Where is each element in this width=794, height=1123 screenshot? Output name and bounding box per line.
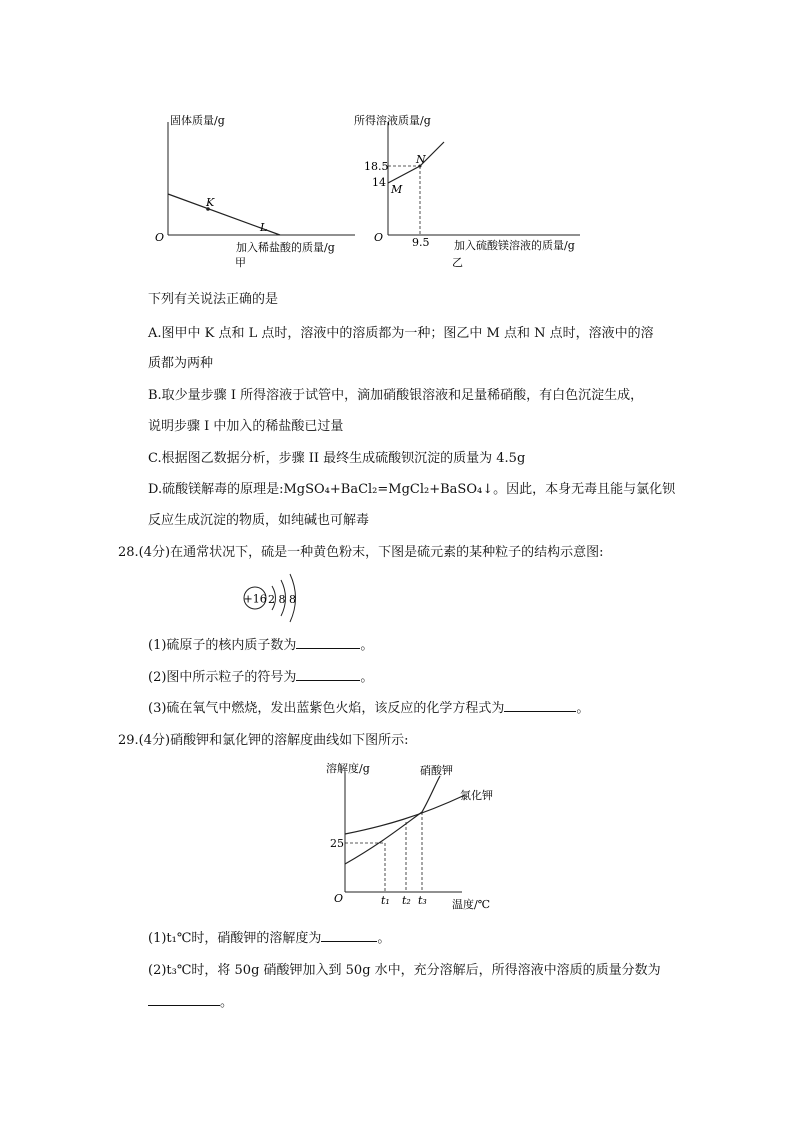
sol-t3: t₃ (418, 894, 427, 907)
q28-blank-3[interactable] (504, 699, 576, 712)
graph-jia-label-k: K (206, 196, 215, 209)
q29-sub2-answer (148, 991, 233, 1010)
graph-yi (350, 108, 595, 268)
graph-yi-xtick: 9.5 (412, 236, 430, 249)
graph-jia-origin: O (155, 231, 165, 244)
sol-curve-kno3 (345, 776, 440, 864)
sol-xlabel: 温度/℃ (452, 898, 491, 911)
q28-sub1-end: 。 (360, 638, 374, 653)
q28-sub2-end: 。 (360, 670, 374, 685)
graph-jia-caption: 甲 (235, 256, 246, 268)
graph-yi-label-n: N (416, 153, 426, 166)
q29-stem: 29.(4分)硝酸钾和氯化钾的溶解度曲线如下图所示: (118, 733, 409, 748)
graph-jia-xlabel: 加入稀盐酸的质量/g (236, 241, 335, 254)
graph-yi-caption: 乙 (452, 256, 463, 268)
q27-option-b-line2: 说明步骤 I 中加入的稀盐酸已过量 (148, 419, 344, 434)
sol-curve-kcl (345, 795, 465, 834)
sol-series-kcl: 氯化钾 (460, 789, 493, 802)
sulfur-ion-diagram (238, 570, 308, 624)
q28-sub3 (148, 697, 589, 716)
q29-sub2: (2)t₃℃时，将 50g 硝酸钾加入到 50g 水中，充分溶解后，所得溶液中溶质的质量分数为 (148, 963, 661, 978)
q28-sub3-end: 。 (576, 701, 590, 716)
q27-option-a-line2: 质都为两种 (148, 356, 214, 371)
sol-t1: t₁ (381, 894, 390, 907)
q29-sub1 (148, 927, 390, 946)
nucleus-charge: +16 (243, 592, 267, 606)
q27-option-b-line1: B.取少量步骤 I 所得溶液于试管中，滴加硝酸银溶液和足量稀硝酸，有白色沉淀生成， (148, 388, 644, 403)
electron-counts: 2 8 8 (268, 593, 296, 606)
sol-ytick: 25 (330, 837, 344, 850)
graph-jia-ylabel: 固体质量/g (170, 114, 225, 127)
q28-sub2 (148, 666, 373, 685)
q29-blank-1[interactable] (321, 929, 377, 942)
graph-jia (150, 108, 360, 268)
q27-option-d-line1: D.硫酸镁解毒的原理是:MgSO₄+BaCl₂=MgCl₂+BaSO₄↓。因此，本身无毒且能与氯化钡 (148, 482, 676, 497)
sol-ylabel: 溶解度/g (326, 762, 370, 775)
q28-sub1 (148, 634, 373, 653)
graph-yi-ytick-1: 18.5 (364, 160, 389, 173)
q29-sub1-end: 。 (377, 931, 391, 946)
q28-sub2-text: (2)图中所示粒子的符号为 (148, 670, 297, 685)
graph-yi-ytick-2: 14 (372, 176, 386, 189)
q28-sub3-text: (3)硫在氧气中燃烧，发出蓝紫色火焰，该反应的化学方程式为 (148, 701, 505, 716)
graph-yi-origin: O (374, 231, 384, 244)
q28-blank-2[interactable] (296, 668, 360, 681)
q27-option-c: C.根据图乙数据分析，步骤 II 最终生成硫酸钡沉淀的质量为 4.5g (148, 451, 526, 466)
sol-series-kno3: 硝酸钾 (420, 764, 453, 777)
q27-option-a-line1: A.图甲中 K 点和 L 点时，溶液中的溶质都为一种；图乙中 M 点和 N 点时，溶液中的溶 (148, 326, 654, 341)
q28-stem: 28.(4分)在通常状况下，硫是一种黄色粉末，下图是硫元素的某种粒子的结构示意图: (118, 545, 604, 560)
graph-yi-label-m: M (391, 183, 403, 196)
q27-stem: 下列有关说法正确的是 (148, 292, 279, 307)
graph-yi-xlabel: 加入硫酸镁溶液的质量/g (454, 239, 575, 252)
q27-option-d-line2: 反应生成沉淀的物质，如纯碱也可解毒 (148, 513, 370, 528)
q29-sub2-end: 。 (220, 995, 234, 1010)
q29-blank-2[interactable] (148, 993, 220, 1006)
q28-sub1-text: (1)硫原子的核内质子数为 (148, 638, 297, 653)
q28-blank-1[interactable] (296, 636, 360, 649)
sol-t2: t₂ (402, 894, 411, 907)
graph-jia-label-l: L (260, 221, 268, 234)
q29-sub1-text: (1)t₁℃时，硝酸钾的溶解度为 (148, 931, 322, 946)
sol-origin: O (334, 892, 344, 905)
solubility-graph (320, 758, 500, 914)
graph-yi-ylabel: 所得溶液质量/g (354, 114, 431, 127)
